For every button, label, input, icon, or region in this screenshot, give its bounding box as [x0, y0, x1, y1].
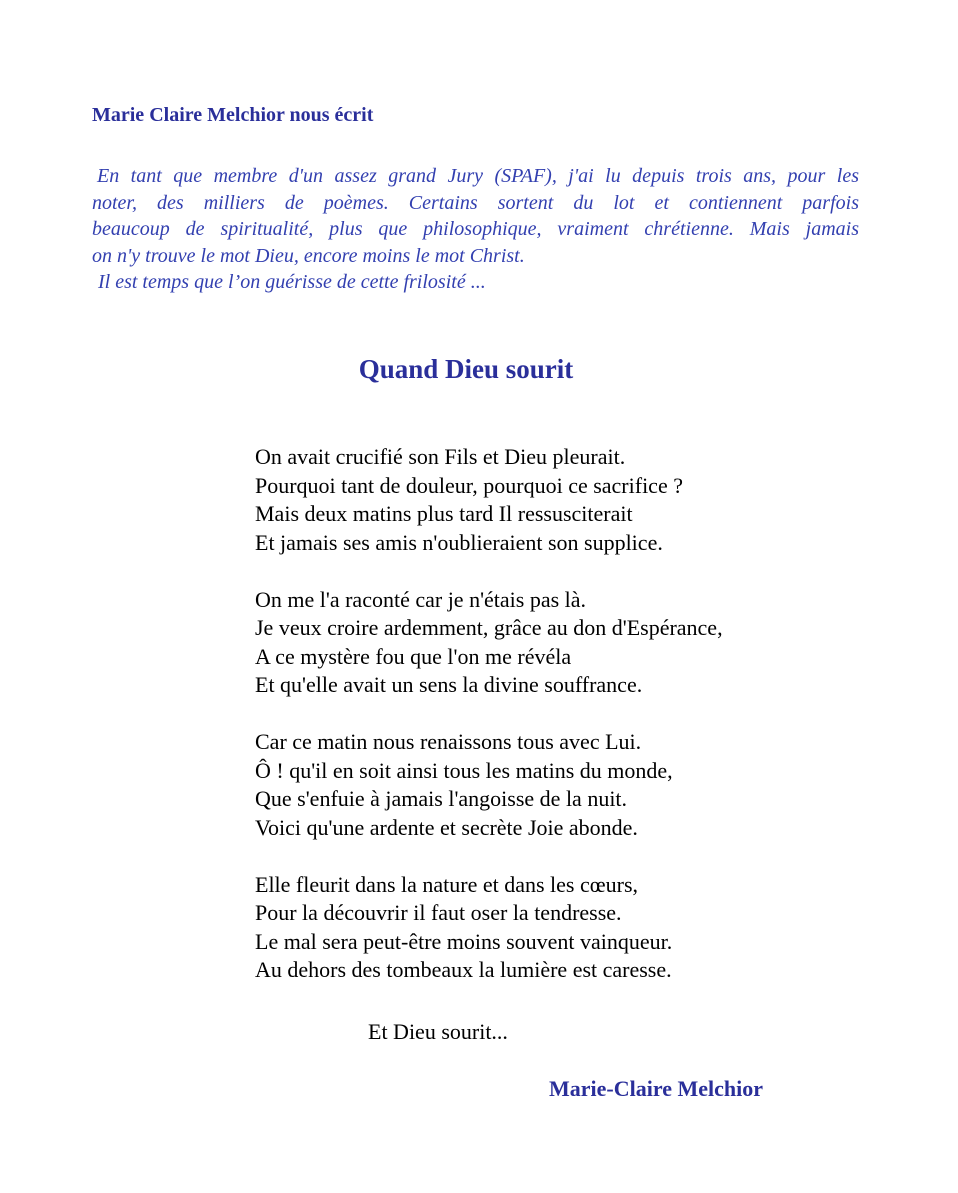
poem-verse: Elle fleurit dans la nature et dans les cœurs,	[255, 871, 639, 897]
poem-verse: Au dehors des tombeaux la lumière est caresse.	[255, 957, 672, 982]
poem-verse: Je veux croire ardemment, grâce au don d'Espérance,	[255, 615, 723, 640]
poem-stanza	[255, 443, 723, 557]
intro-line: on n'y trouve le mot Dieu, encore moins le mot Christ.	[92, 244, 525, 267]
author-signature: Marie-Claire Melchior	[549, 1076, 763, 1101]
poem-verse: Et jamais ses amis n'oublieraient son supplice.	[255, 529, 663, 555]
poem-verse: Mais deux matins plus tard Il ressusciterait	[255, 501, 633, 526]
intro-paragraph	[92, 163, 859, 296]
intro-line: Il est temps que l’on guérisse de cette frilosité ...	[98, 271, 486, 293]
poem-title: Quand Dieu sourit	[358, 354, 574, 384]
intro-line: noter, des milliers de poèmes. Certains sortent du lot et contiennent parfois	[92, 191, 859, 214]
poem-verse: On avait crucifié son Fils et Dieu pleurait.	[255, 444, 626, 469]
intro-line: En tant que membre d'un assez grand Jury (SPAF), j'ai lu depuis trois ans, pour les	[97, 165, 859, 187]
poem-stanza	[255, 586, 723, 700]
poem-verse: Ô ! qu'il en soit ainsi tous les matins du monde,	[255, 757, 673, 783]
poem-verse: Et qu'elle avait un sens la divine souffrance.	[255, 672, 643, 697]
poem-body	[255, 443, 723, 1013]
intro-line: beaucoup de spiritualité, plus que philosophique, vraiment chrétienne. Mais jamais	[92, 218, 859, 240]
poem-verse: Que s'enfuie à jamais l'angoisse de la nuit.	[255, 786, 628, 811]
poem-verse: Voici qu'une ardente et secrète Joie abonde.	[255, 814, 638, 840]
poem-verse: On me l'a raconté car je n'étais pas là.	[255, 586, 587, 612]
poem-verse: Pourquoi tant de douleur, pourquoi ce sacrifice ?	[255, 472, 683, 498]
poem-verse: Pour la découvrir il faut oser la tendresse.	[255, 900, 622, 925]
poem-closing-line: Et Dieu sourit...	[368, 1019, 508, 1044]
letter-heading: Marie Claire Melchior nous écrit	[92, 104, 374, 126]
poem-verse: Le mal sera peut-être moins souvent vainqueur.	[255, 928, 673, 954]
poem-verse: Car ce matin nous renaissons tous avec Lui.	[255, 729, 642, 754]
poem-stanza	[255, 871, 723, 985]
poem-verse: A ce mystère fou que l'on me révéla	[255, 643, 572, 669]
poem-stanza	[255, 728, 723, 842]
